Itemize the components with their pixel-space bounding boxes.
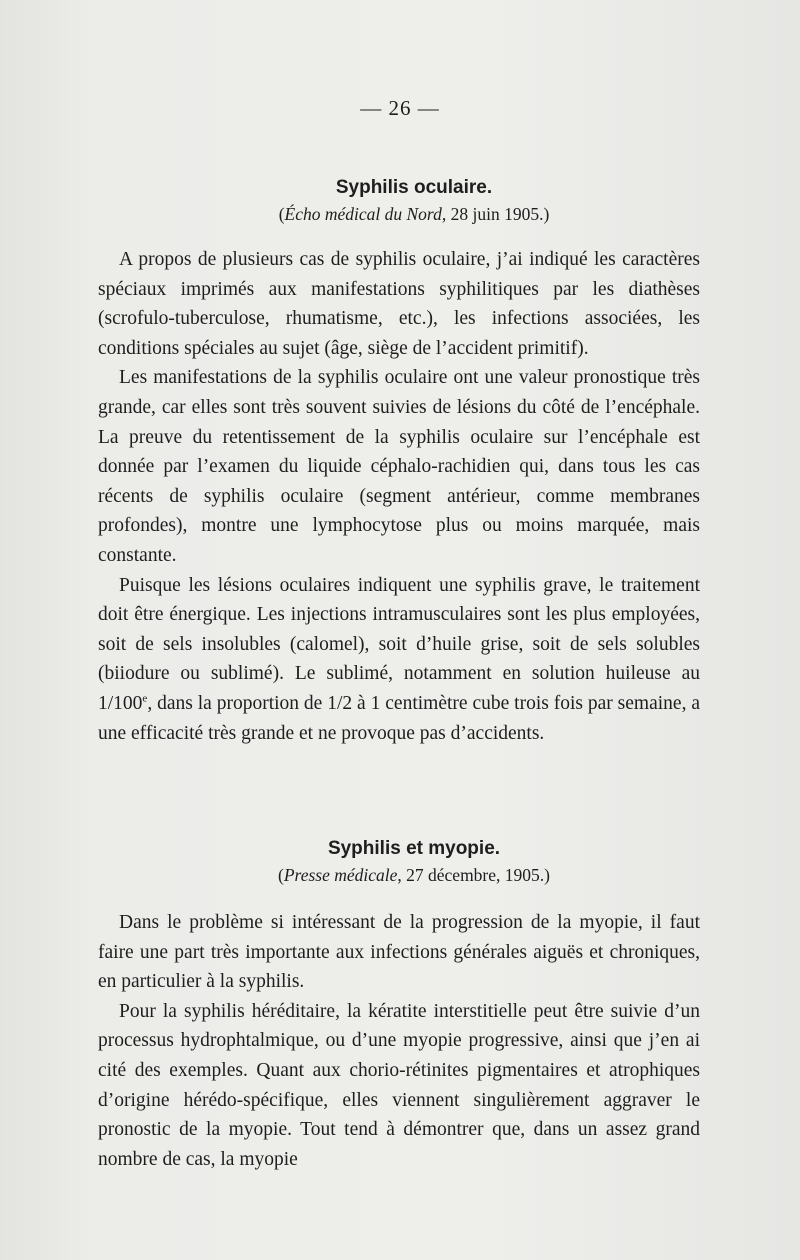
paragraph: Dans le problème si intéressant de la progression de la myopie, il faut faire une part très importante aux infections générales aiguës et chroniques, en particulier à la syphilis. bbox=[98, 912, 700, 993]
source-journal: Presse médicale bbox=[283, 865, 398, 885]
paragraph: A propos de plusieurs cas de syphilis oculaire, j’ai indiqué les caractères spéciaux imprimés aux manifestations syphilitiques par les diathèses (scrofulo-tuberculose, rhumatisme, etc.), les infections associées, les conditions spéciales au sujet (âge, siège de l’accident primitif). bbox=[98, 249, 700, 359]
section-source: (Écho médical du Nord, 28 juin 1905.) bbox=[278, 204, 550, 224]
section-syphilis-myopie bbox=[98, 836, 700, 1174]
section-syphilis-oculaire bbox=[98, 175, 700, 748]
section-title: Syphilis oculaire. bbox=[335, 177, 493, 198]
page-number: — 26 — bbox=[360, 96, 440, 120]
paragraph: Puisque les lésions oculaires indiquent une syphilis grave, le traitement doit être énergique. Les injections intramusculaires sont les plus employées, soit de sels insolubles (calomel), soit d’huile grise, soit de sels solubles (biiodure ou sublimé). Le sublimé, notamment en solution huileuse au 1/100e, dans la proportion de 1/2 à 1 centimètre cube trois fois par semaine, a une efficacité très grande et ne provoque pas d’accidents. bbox=[98, 574, 700, 744]
source-journal: Écho médical du Nord bbox=[284, 204, 442, 224]
paragraph: Pour la syphilis héréditaire, la kératite interstitielle peut être suivie d’un processus hydrophtalmique, ou d’une myopie progressive, ainsi que j’en ai cité des exemples. Quant aux chorio-rétinites pigmentaires et atrophiques d’origine hérédo-spécifique, elles viennent singulièrement aggraver le pronostic de la myopie. Tout tend à démontrer que, dans un assez grand nombre de cas, la myopie bbox=[98, 1000, 700, 1170]
paragraph: Les manifestations de la syphilis oculaire ont une valeur pronostique très grande, car elles sont très souvent suivies de lésions du côté de l’encéphale. La preuve du retentissement de la syphilis oculaire sur l’encéphale est donnée par l’examen du liquide céphalo-rachidien qui, dans tous les cas récents de syphilis oculaire (segment antérieur, comme membranes profondes), montre une lymphocytose plus ou moins marquée, mais constante. bbox=[98, 367, 700, 566]
section-source: (Presse médicale, 27 décembre, 1905.) bbox=[278, 865, 550, 885]
section-title: Syphilis et myopie. bbox=[327, 838, 501, 859]
